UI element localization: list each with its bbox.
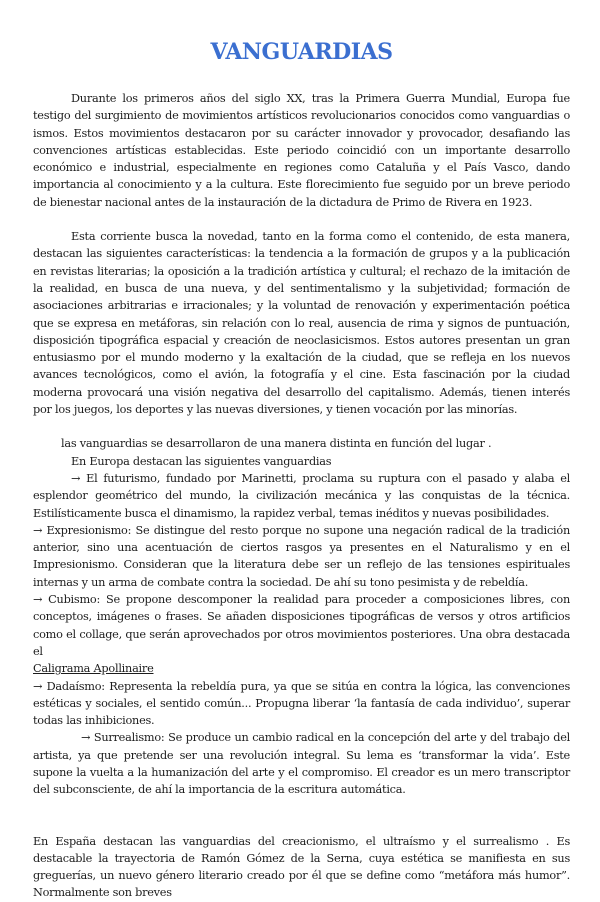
intro-paragraph: Durante los primeros años del siglo XX, tras la Primera Guerra Mundial, Europa fue testigo del surgimiento de movimientos artísticos revolucionarios conocidos como vanguardias o ismos. Estos movimientos destacaron por su carácter innovador y provocador, desafiando las convenciones artísticas establecidas. Este periodo coincidió con un importante desarrollo económico e industrial, especialmente en regiones como Cataluña y el País Vasco, dando importancia al conocimiento y a la cultura. Este florecimiento fue seguido por un breve periodo de bienestar nacional antes de la instauración de la dictadura de Primo de Rivera en 1923. bbox=[33, 92, 570, 209]
characteristics-paragraph: Esta corriente busca la novedad, tanto en la forma como el contenido, de esta manera, destacan las siguientes características: la tendencia a la formación de grupos y a la publicación en revistas literarias; la oposición a la tradición artística y cultural; el rechazo de la imitación de la realidad, en busca de una nueva, y del sentimentalismo y la subjetividad; formación de asociaciones arbitrarias e irracionales; y la voluntad de renovación y experimentación poética que se expresa en metáforas, sin relación con lo real, ausencia de rima y signos de puntuación, disposición tipográfica espacial y creación de neoclasicismos. Estos autores presentan un gran entusiasmo por el mundo moderno y la exaltación de la ciudad, que se refleja en los nuevos avances tecnológicos, como el avión, la fotografía y el cine. Esta fascinación por la ciudad moderna provocará una visión negativa del desarrollo del capitalismo. Además, tienen interés por los juegos, los deportes y las nuevas diversiones, y tienen vocación por las minorías. bbox=[33, 230, 570, 417]
expresionismo-paragraph: → Expresionismo: Se distingue del resto porque no supone una negación radical de la tradición anterior, sino una acentuación de ciertos rasgos ya presentes en el Naturalismo y en el Impresionismo. Consideran que la literatura debe ser un reflejo de las tensiones espirituales internas y un arma de combate contra la sociedad. De ahí su tono pesimista y de rebeldía. bbox=[33, 523, 570, 589]
spain-paragraph: En España destacan las vanguardias del creacionismo, el ultraísmo y el surrealismo . Es destacable la trayectoria de Ramón Gómez de la Serna, cuya estética se manifiesta en sus greguerías, un nuevo género literario creado por él que se define como “metáfora más humor”. Normalmente son breves bbox=[33, 834, 570, 900]
paragraph-spacer bbox=[33, 418, 570, 435]
place-intro-line: las vanguardias se desarrollaron de una manera distinta en función del lugar . bbox=[61, 437, 492, 451]
surrealismo-paragraph: → Surrealismo: Se produce un cambio radical en la concepción del arte y del trabajo del artista, ya que pretende ser una revolución integral. Su lema es ‘transformar la vida’. Este supone la vuelta a la humanización del arte y el compromiso. El creador es un mero transcriptor del subconsciente, de ahí la importancia de la escritura automática. bbox=[33, 731, 570, 797]
futurismo-paragraph: → El futurismo, fundado por Marinetti, proclama su ruptura con el pasado y alaba el esplendor geométrico del mundo, la civilización mecánica y las conquistas de la técnica. Estilísticamente busca el dinamismo, la rapidez verbal, temas inéditos y nuevas posibilidades. bbox=[33, 471, 570, 520]
dadaismo-paragraph: → Dadaísmo: Representa la rebeldía pura, ya que se sitúa en contra la lógica, las convenciones estéticas y sociales, el sentido común... Propugna liberar ‘la fantasía de cada individuo’, superar todas las inhibiciones. bbox=[33, 679, 570, 728]
page-title: VANGUARDIAS bbox=[210, 39, 393, 65]
cubismo-paragraph bbox=[33, 591, 570, 677]
cubismo-text: → Cubismo: Se propone descomponer la realidad para proceder a composiciones libres, con conceptos, imágenes o frases. Se añaden disposiciones tipográficas de versos y otros artificios como el collage, que serán aprovechados por otros movimientos posteriores. Una obra destacada el bbox=[33, 593, 570, 658]
paragraph-spacer bbox=[33, 799, 570, 833]
paragraph-spacer bbox=[33, 211, 570, 228]
cubismo-work-title: Caligrama Apollinaire bbox=[33, 662, 154, 676]
europe-intro-line: En Europa destacan las siguientes vanguardias bbox=[71, 454, 332, 468]
